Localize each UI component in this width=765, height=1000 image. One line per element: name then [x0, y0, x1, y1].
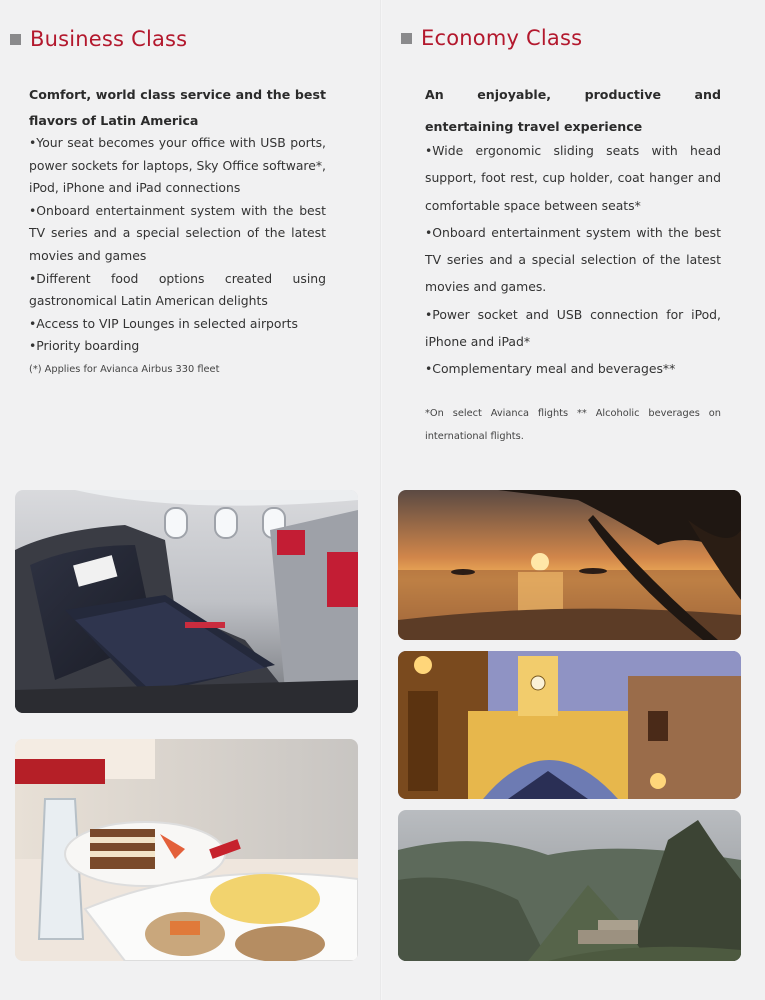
business-class-meal-photo [15, 739, 358, 961]
economy-heading [401, 26, 582, 50]
business-heading-text: Business Class [30, 27, 188, 51]
business-intro: Comfort, world class service and the best flavors of Latin America [29, 87, 326, 128]
economy-bullet: •Wide ergonomic sliding seats with head support, foot rest, cup holder, coat hanger and comfortable space between seats* [425, 143, 721, 213]
heading-square-icon [10, 34, 21, 45]
business-footnote: (*) Applies for Avianca Airbus 330 fleet [29, 364, 220, 375]
business-bullet: •Your seat becomes your office with USB ports, power sockets for laptops, Sky Office software*, iPod, iPhone and iPad connections [29, 135, 326, 196]
mountain-ruins-photo [398, 810, 741, 961]
business-bullet: •Onboard entertainment system with the best TV series and a special selection of the latest movies and games [29, 202, 326, 263]
business-heading [10, 27, 187, 51]
economy-bullet: •Onboard entertainment system with the best TV series and a special selection of the latest movies and games. [425, 224, 721, 295]
economy-footnote: *On select Avianca flights ** Alcoholic beverages on international flights. [425, 408, 721, 442]
economy-bullet: •Complementary meal and beverages** [425, 361, 676, 377]
heading-square-icon [401, 33, 412, 44]
beach-sunset-photo [398, 490, 741, 640]
economy-heading-text: Economy Class [421, 26, 583, 50]
page-fold [380, 0, 382, 1000]
business-bullet: •Different food options created using gastronomical Latin American delights [29, 270, 326, 309]
economy-intro: An enjoyable, productive and entertaining travel experience [425, 87, 721, 134]
business-class-seat-photo [15, 490, 358, 713]
business-bullet-list [29, 132, 326, 358]
colonial-arch-photo [398, 651, 741, 799]
business-bullet: •Access to VIP Lounges in selected airports [29, 315, 298, 331]
economy-bullet: •Power socket and USB connection for iPod, iPhone and iPad* [425, 306, 721, 350]
business-bullet: •Priority boarding [29, 338, 140, 354]
economy-bullet-list [425, 137, 721, 383]
